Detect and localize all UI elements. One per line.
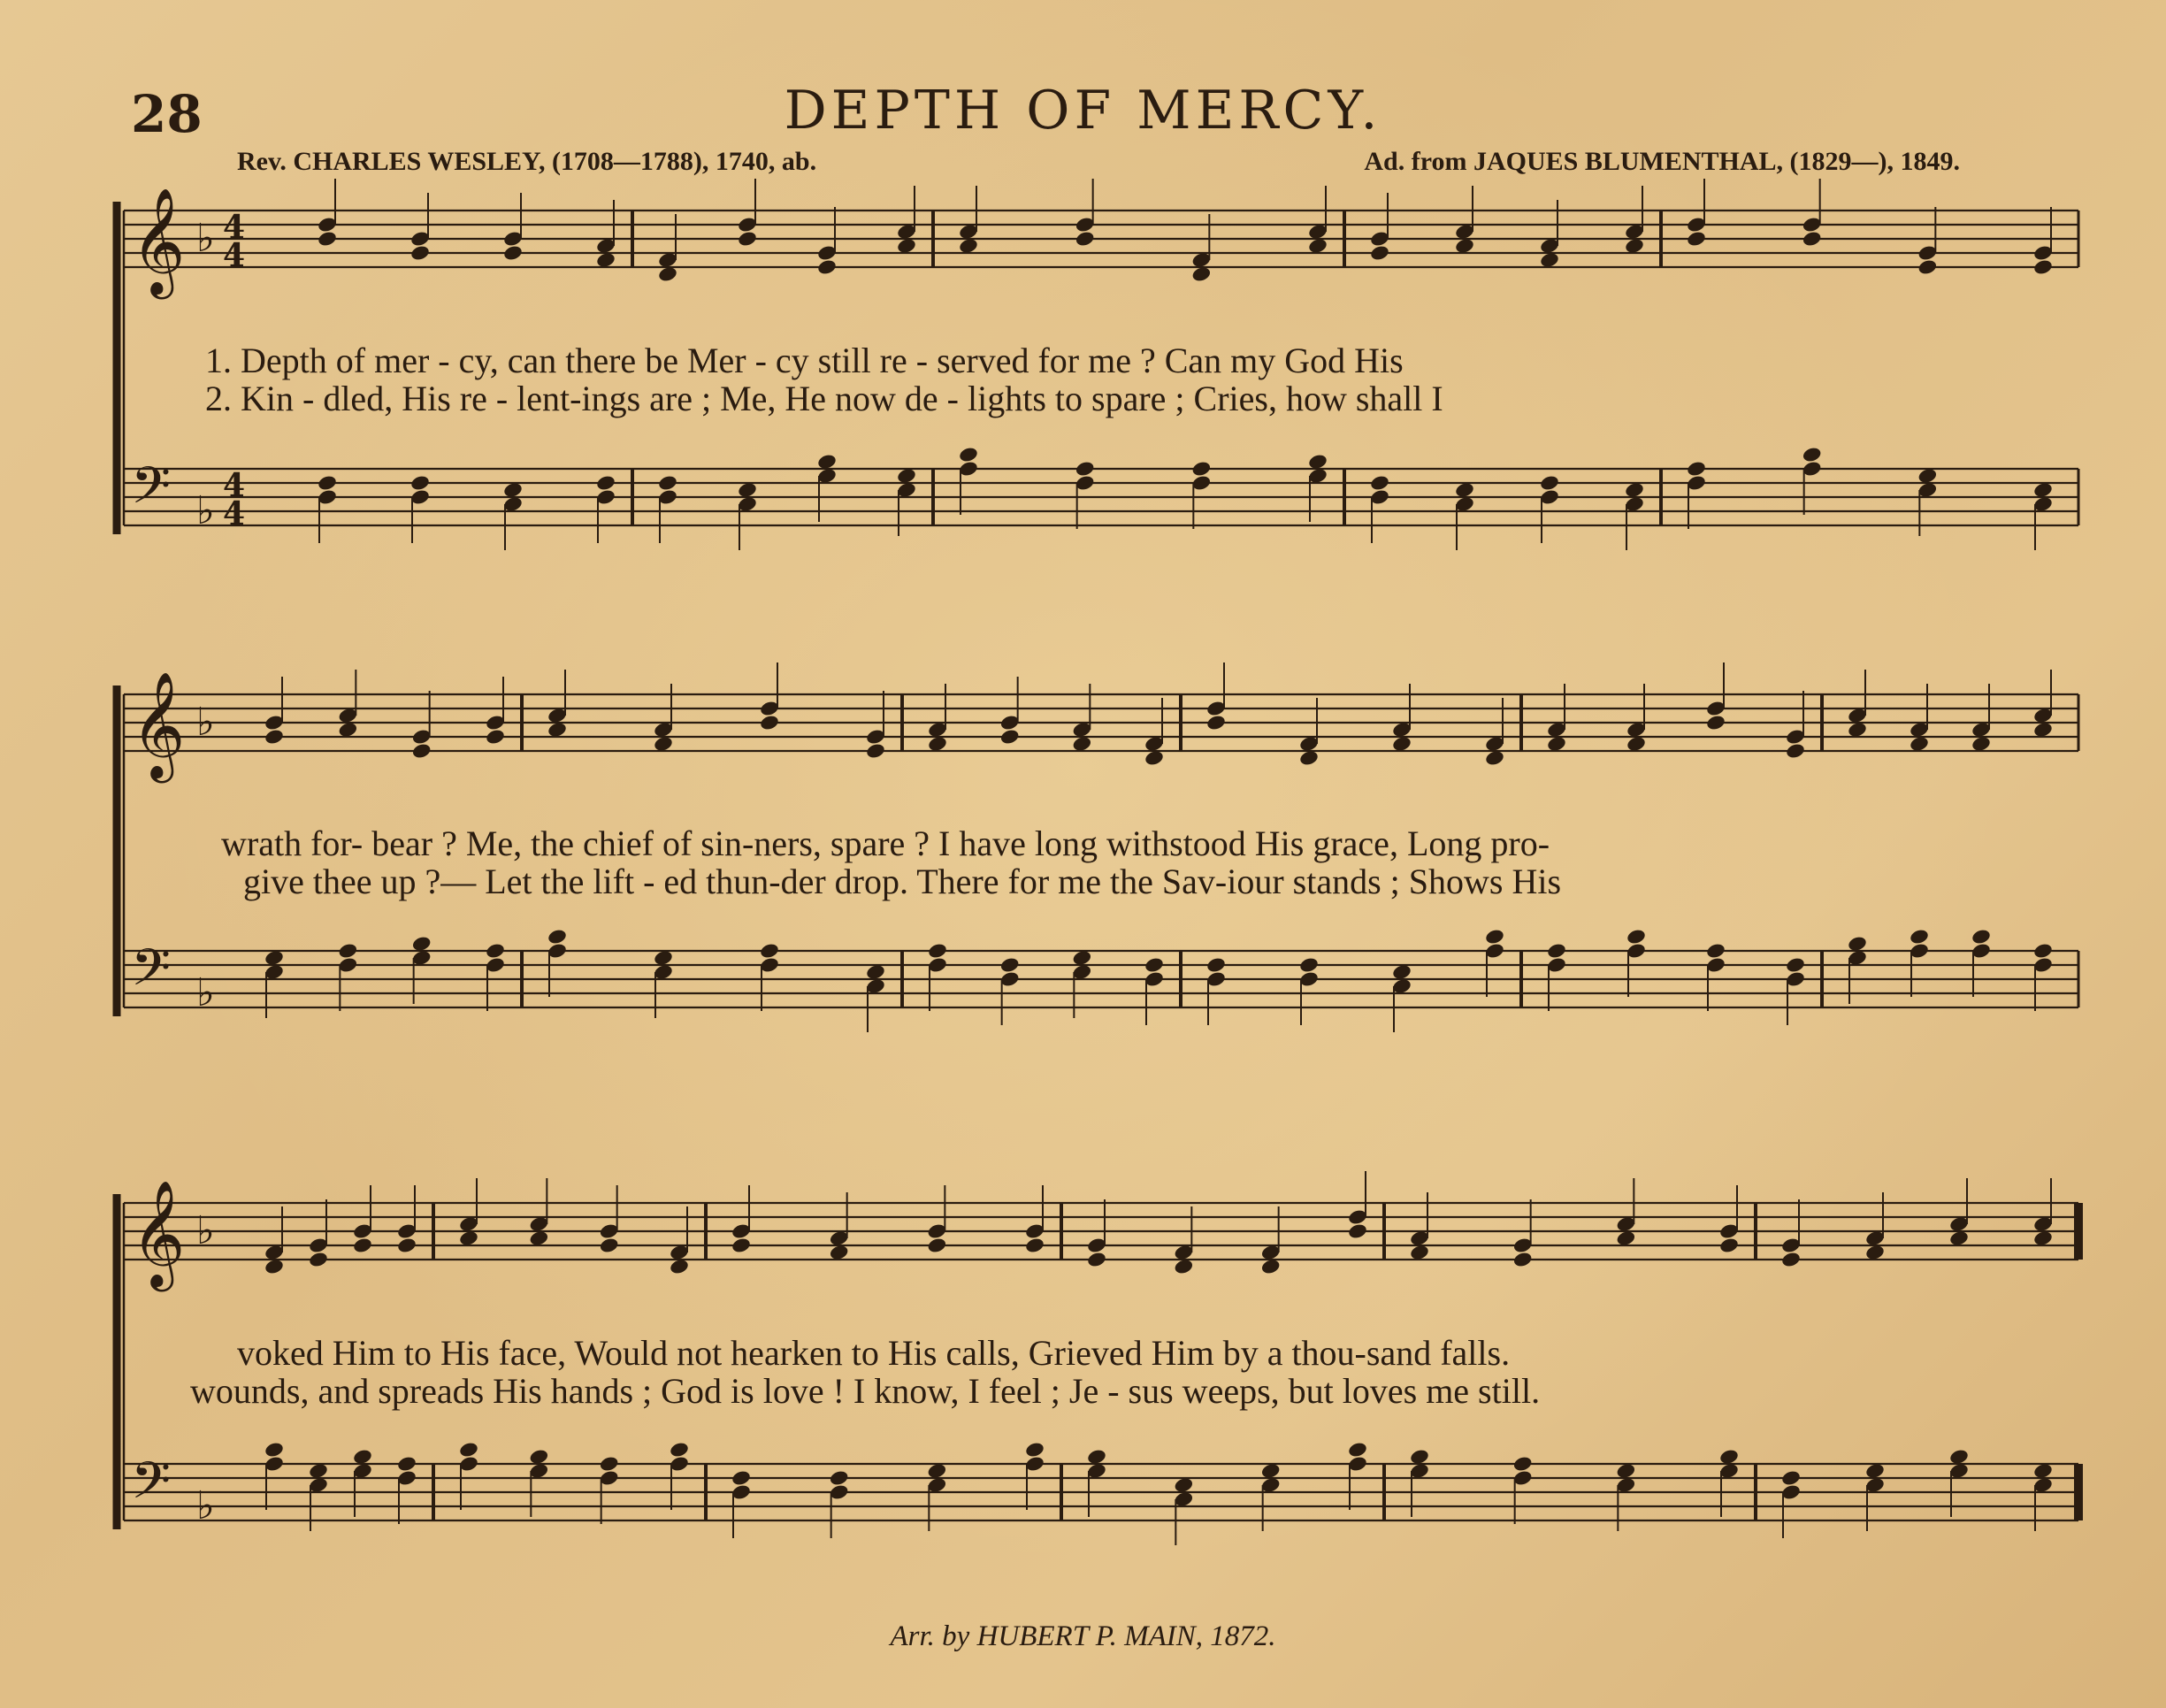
treble-note [317, 230, 338, 248]
bass-note [1785, 956, 1806, 974]
treble-note [1024, 1237, 1045, 1254]
bass-note [1780, 1469, 1802, 1487]
treble-note [1802, 230, 1823, 248]
verse2-lyrics-system2: give thee up ?— Let the lift - ed thun-der drop. There for me the Sav-iour stands ; Shows His [243, 862, 1562, 901]
bass-note [1802, 446, 1823, 463]
treble-note [737, 230, 758, 248]
treble-note [308, 1251, 329, 1268]
treble-note [1785, 742, 1806, 760]
bass-note [1971, 928, 1992, 946]
treble-note [731, 1237, 752, 1254]
bass-note [1298, 956, 1320, 974]
arranger-credit: Arr. by HUBERT P. MAIN, 1872. [890, 1620, 1276, 1652]
bass-note [1546, 942, 1567, 960]
system2-bass-flat-icon: ♭ [196, 970, 215, 1015]
treble-note [1512, 1251, 1534, 1268]
bass-note [396, 1455, 417, 1473]
bass-note [1205, 956, 1227, 974]
treble-note [1917, 258, 1939, 276]
composer-credit: Ad. from JAQUES BLUMENTHAL, (1829—), 1849. [1364, 147, 1960, 176]
system1-time-signature-bottom: 4 [223, 237, 246, 274]
system2-treble-flat-icon: ♭ [196, 700, 215, 745]
treble-note [1075, 230, 1096, 248]
treble-note [1369, 244, 1390, 262]
bass-note [669, 1441, 690, 1459]
verse1-lyrics-system2: wrath for- bear ? Me, the chief of sin-ners, spare ? I have long withstood His grace, Long pro- [221, 823, 1550, 863]
bass-note [458, 1441, 479, 1459]
bass-note [759, 942, 780, 960]
verse1-lyrics-system1: 1. Depth of mer - cy, can there be Mer - cy still re - served for me ? Can my God His [205, 341, 1404, 380]
bass-note [547, 928, 568, 946]
bass-note [264, 1441, 285, 1459]
system2-bass-clef-icon: 𝄢 [131, 938, 172, 1010]
treble-note [865, 742, 886, 760]
treble-note [409, 244, 431, 262]
bass-note [1626, 928, 1647, 946]
system1-bass-clef-icon: 𝄢 [131, 456, 172, 528]
treble-note [599, 1237, 620, 1254]
bass-note [657, 474, 678, 492]
verse2-lyrics-system1: 2. Kin - dled, His re - lent-ings are ; Me, He now de - lights to spare ; Cries, how shall I [205, 379, 1443, 418]
system2-treble-clef-icon: 𝄞 [131, 670, 186, 778]
treble-note [1347, 1222, 1368, 1240]
treble-note [927, 1237, 948, 1254]
system1-time-signature-top: 4 [223, 467, 246, 504]
hymn-title: DEPTH OF MERCY. [784, 80, 1382, 142]
treble-note [1205, 714, 1227, 731]
bass-note [958, 446, 979, 463]
system3-bass-clef-icon: 𝄢 [131, 1451, 172, 1523]
bass-note [595, 474, 616, 492]
bass-note [2032, 942, 2054, 960]
bass-note [1024, 1441, 1045, 1459]
treble-note [352, 1237, 373, 1254]
treble-note [396, 1237, 417, 1254]
system1-time-signature-bottom: 4 [223, 495, 246, 532]
system1-bass-flat-icon: ♭ [196, 488, 215, 533]
bass-note [409, 474, 431, 492]
treble-note [1705, 714, 1726, 731]
bass-note [1539, 474, 1560, 492]
bass-note [317, 474, 338, 492]
system3-treble-flat-icon: ♭ [196, 1208, 215, 1253]
system1-time-signature-top: 4 [223, 209, 246, 246]
bass-note [999, 956, 1021, 974]
system3-treble-clef-icon: 𝄞 [131, 1179, 186, 1287]
treble-note [502, 244, 524, 262]
bass-note [1909, 928, 1930, 946]
bass-note [829, 1469, 850, 1487]
treble-note [485, 728, 506, 746]
bass-note [338, 942, 359, 960]
treble-note [264, 728, 285, 746]
treble-note [1086, 1251, 1107, 1268]
bass-note [599, 1455, 620, 1473]
treble-note [999, 728, 1021, 746]
treble-note [1686, 230, 1707, 248]
verse1-lyrics-system3: voked Him to His face, Would not hearken to His calls, Grieved Him by a thou-sand falls. [237, 1333, 1511, 1373]
bass-note [1075, 460, 1096, 478]
treble-note [759, 714, 780, 731]
bass-note [1705, 942, 1726, 960]
lyricist-credit: Rev. CHARLES WESLEY, (1708—1788), 1740, ab. [237, 147, 817, 176]
treble-note [1718, 1237, 1740, 1254]
bass-note [1369, 474, 1390, 492]
treble-note [816, 258, 838, 276]
treble-note [2032, 258, 2054, 276]
verse2-lyrics-system3: wounds, and spreads His hands ; God is love ! I know, I feel ; Je - sus weeps, but loves me still. [190, 1371, 1541, 1411]
page-number: 28 [131, 84, 203, 144]
treble-note [411, 742, 432, 760]
bass-note [1512, 1455, 1534, 1473]
bass-note [1144, 956, 1165, 974]
bass-note [1347, 1441, 1368, 1459]
bass-note [927, 942, 948, 960]
system3-bass-flat-icon: ♭ [196, 1483, 215, 1528]
bass-note [1191, 460, 1213, 478]
system1-treble-clef-icon: 𝄞 [131, 187, 186, 295]
bass-note [1686, 460, 1707, 478]
bass-note [1484, 928, 1505, 946]
system1-treble-flat-icon: ♭ [196, 216, 215, 261]
bass-note [731, 1469, 752, 1487]
treble-note [1780, 1251, 1802, 1268]
bass-note [485, 942, 506, 960]
